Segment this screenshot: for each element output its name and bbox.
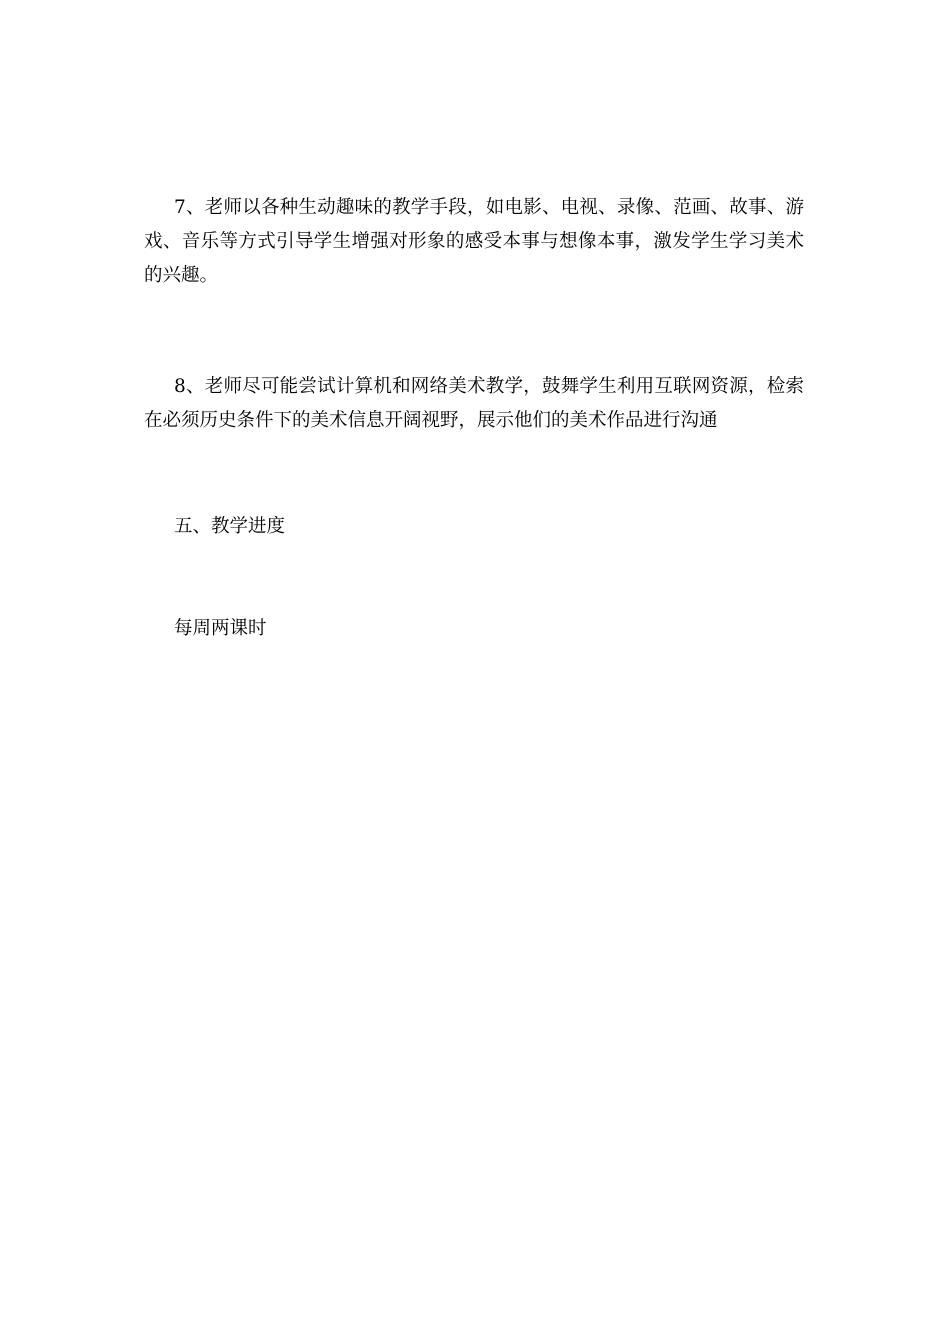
schedule-text: 每周两课时 <box>174 618 267 639</box>
section-heading-teaching-schedule: 五、教学进度 <box>174 516 286 537</box>
paragraph-item-8: 8、老师尽可能尝试计算机和网络美术教学，鼓舞学生利用互联网资源，检索在必须历史条件下的美术信息开阔视野，展示他们的美术作品进行沟通 <box>144 376 804 431</box>
paragraph-item-7: 7、老师以各种生动趣味的教学手段，如电影、电视、录像、范画、故事、游戏、音乐等方式引导学生增强对形象的感受本事与想像本事，激发学生学习美术的兴趣。 <box>144 197 804 286</box>
